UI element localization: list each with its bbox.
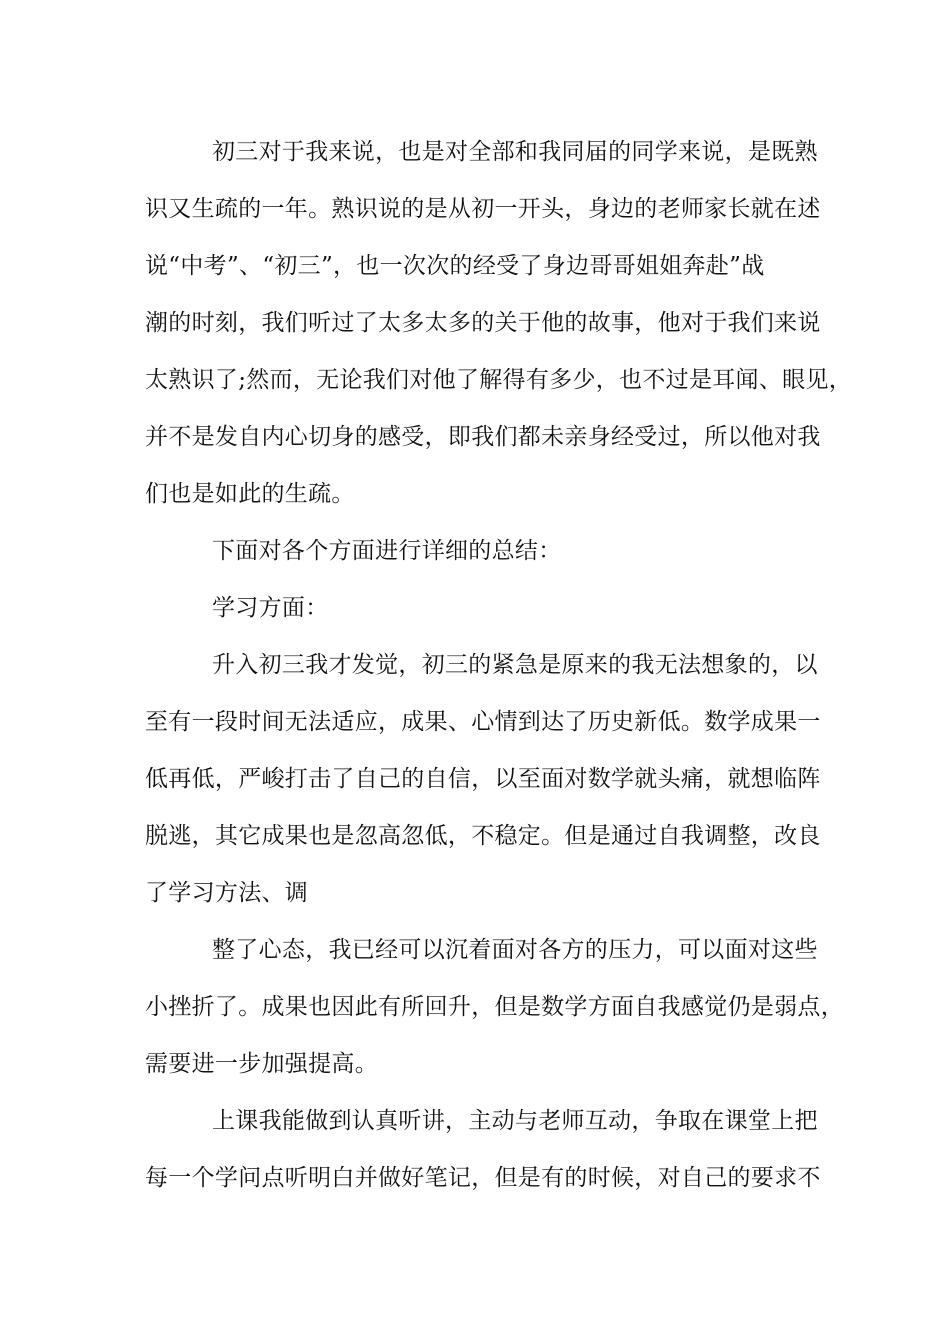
paragraph-line: 并不是发自内心切身的感受，即我们都未亲身经受过，所以他对我 [145,424,821,450]
paragraph-line: 小挫折了。成果也因此有所回升，但是数学方面自我感觉仍是弱点， [145,994,844,1020]
paragraph-line: 每一个学问点听明白并做好笔记，但是有的时候，对自己的要求不 [145,1165,821,1191]
paragraph-line: 上课我能做到认真听讲，主动与老师互动，争取在课堂上把 [212,1108,818,1134]
paragraph-line: 初三对于我来说，也是对全部和我同届的同学来说，是既熟 [212,139,818,165]
paragraph-line: 们也是如此的生疏。 [145,481,355,507]
section-heading: 学习方面： [212,595,329,621]
paragraph-line: 需要进一步加强提高。 [145,1051,378,1077]
section-intro-line: 下面对各个方面进行详细的总结： [212,538,562,564]
paragraph-line: 了学习方法、调 [145,880,309,906]
paragraph-line: 脱逃，其它成果也是忽高忽低，不稳定。但是通过自我调整，改良 [145,823,821,849]
paragraph-line: 太熟识了;然而，无论我们对他了解得有多少，也不过是耳闻、眼见， [145,367,853,393]
paragraph-line: 说“中考”、“初三”，也一次次的经受了身边哥哥姐姐奔赴”战 [145,253,765,279]
paragraph-line: 低再低，严峻打击了自己的自信，以至面对数学就头痛，就想临阵 [145,766,821,792]
paragraph-line: 至有一段时间无法适应，成果、心情到达了历史新低。数学成果一 [145,709,821,735]
paragraph-line: 整了心态，我已经可以沉着面对各方的压力，可以面对这些 [212,937,818,963]
paragraph-line: 升入初三我才发觉，初三的紧急是原来的我无法想象的，以 [212,652,818,678]
paragraph-line: 潮的时刻，我们听过了太多太多的关于他的故事，他对于我们来说 [145,310,821,336]
paragraph-line: 识又生疏的一年。熟识说的是从初一开头，身边的老师家长就在述 [145,196,821,222]
